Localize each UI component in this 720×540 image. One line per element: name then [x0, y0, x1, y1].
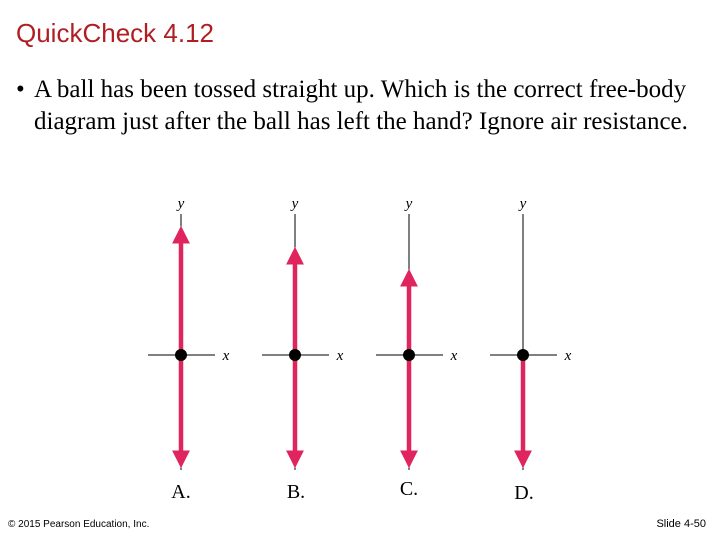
- x-axis-label: x: [222, 348, 230, 364]
- y-axis-label: y: [405, 196, 413, 212]
- choice-label-d: D.: [514, 482, 534, 504]
- bullet-marker: •: [16, 76, 25, 103]
- question-bullet-item: [16, 74, 696, 138]
- diagram-d: [490, 196, 572, 504]
- free-body-diagrams: [0, 180, 720, 510]
- diagram-c: [376, 196, 458, 500]
- ball-dot: [289, 349, 301, 361]
- choice-label-c: C.: [399, 478, 419, 500]
- question-text: A ball has been tossed straight up. Which is the correct free-body diagram just after the ball has left the hand? Ignore air resistance.: [34, 76, 688, 135]
- choice-label-a: A.: [171, 481, 191, 503]
- x-axis-label: x: [336, 348, 344, 364]
- y-axis-label: y: [177, 196, 185, 212]
- x-axis-label: x: [450, 348, 458, 364]
- choice-label-b: B.: [286, 481, 306, 503]
- x-axis-label: x: [564, 348, 572, 364]
- ball-dot: [403, 349, 415, 361]
- y-axis-label: y: [519, 196, 527, 212]
- ball-dot: [175, 349, 187, 361]
- ball-dot: [517, 349, 529, 361]
- diagram-b: [262, 196, 344, 503]
- y-axis-label: y: [291, 196, 299, 212]
- copyright-notice: © 2015 Pearson Education, Inc.: [8, 519, 150, 530]
- slide-title: QuickCheck 4.12: [16, 18, 214, 48]
- slide-number: Slide 4-50: [656, 518, 706, 530]
- diagram-a: [148, 196, 230, 503]
